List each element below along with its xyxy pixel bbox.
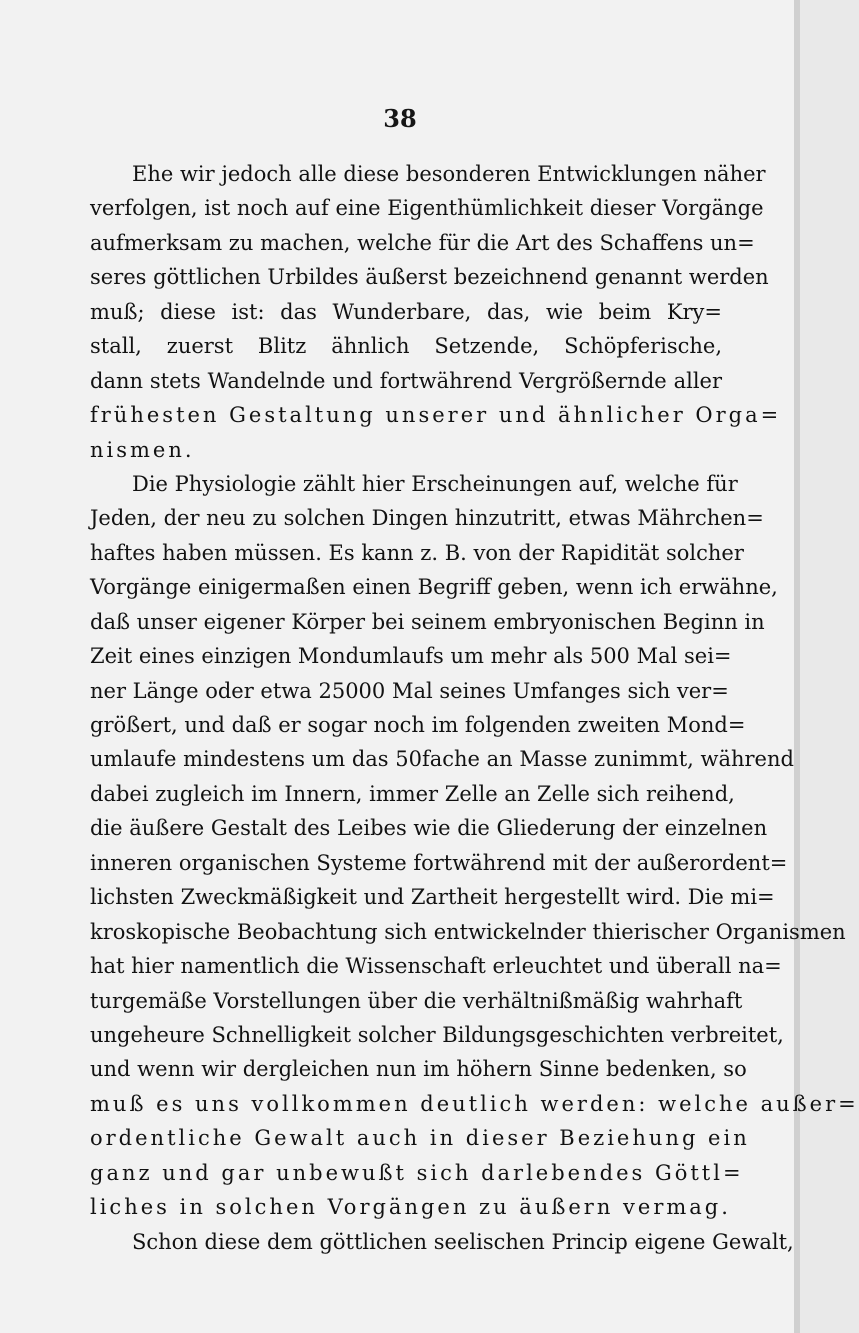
text-line: Vorgänge einigermaßen einen Begriff geben, wenn ich erwähne, [90,575,778,600]
text-line: turgemäße Vorstellungen über die verhältnißmäßig wahrhaft [90,988,743,1013]
text-line: stall, zuerst Blitz ähnlich Setzende, Schöpferische, [90,334,722,359]
text-line: hat hier namentlich die Wissenschaft erleuchtet und überall na= [90,954,782,979]
text-line: Schon diese dem göttlichen seelischen Princip eigene Gewalt, [132,1229,794,1254]
text-line: und wenn wir dergleichen nun im höhern Sinne bedenken, so [90,1057,747,1082]
text-line: die äußere Gestalt des Leibes wie die Gliederung der einzelnen [90,816,768,841]
text-line: liches in solchen Vorgängen zu äußern vermag. [90,1195,731,1220]
text-line: inneren organischen Systeme fortwährend mit der außerordent= [90,850,788,875]
text-line: ganz und gar unbewußt sich darlebendes Göttl= [90,1160,744,1185]
text-line: Die Physiologie zählt hier Erscheinungen auf, welche für [132,471,738,496]
text-line: umlaufe mindestens um das 50fache an Masse zunimmt, während [90,747,794,772]
page-number: 38 [383,104,417,133]
text-line: kroskopische Beobachtung sich entwickelnder thierischer Organismen [90,919,846,944]
text-line: ungeheure Schnelligkeit solcher Bildungsgeschichten verbreitet, [90,1022,784,1047]
text-line: Zeit eines einzigen Mondumlaufs um mehr als 500 Mal sei= [90,644,732,669]
text-line: frühesten Gestaltung unserer und ähnlicher Orga= [90,403,782,428]
text-line: Ehe wir jedoch alle diese besonderen Entwicklungen näher [132,162,766,186]
text-line: aufmerksam zu machen, welche für die Art des Schaffens un= [90,230,755,255]
text-line: ordentliche Gewalt auch in dieser Beziehung ein [90,1126,750,1151]
text-line: lichsten Zweckmäßigkeit und Zartheit hergestellt wird. Die mi= [90,885,775,910]
text-line: dann stets Wandelnde und fortwährend Vergrößernde aller [90,368,722,393]
text-line: haftes haben müssen. Es kann z. B. von der Rapidität solcher [90,540,744,565]
text-line: größert, und daß er sogar noch im folgenden zweiten Mond= [90,713,746,737]
body-text [90,157,859,1259]
text-line: muß es uns vollkommen deutlich werden: welche außer= [90,1091,859,1116]
text-line: seres göttlichen Urbildes äußerst bezeichnend genannt werden [90,265,769,290]
text-line: muß; diese ist: das Wunderbare, das, wie beim Kry= [90,299,722,324]
text-line: daß unser eigener Körper bei seinem embryonischen Beginn in [90,609,765,634]
text-line: ner Länge oder etwa 25000 Mal seines Umfanges sich ver= [90,678,729,703]
text-line: Jeden, der neu zu solchen Dingen hinzutritt, etwas Mährchen= [90,506,764,531]
text-line: nismen. [90,437,195,462]
text-line: verfolgen, ist noch auf eine Eigenthümlichkeit dieser Vorgänge [90,196,764,221]
text-line: dabei zugleich im Innern, immer Zelle an Zelle sich reihend, [90,781,735,806]
